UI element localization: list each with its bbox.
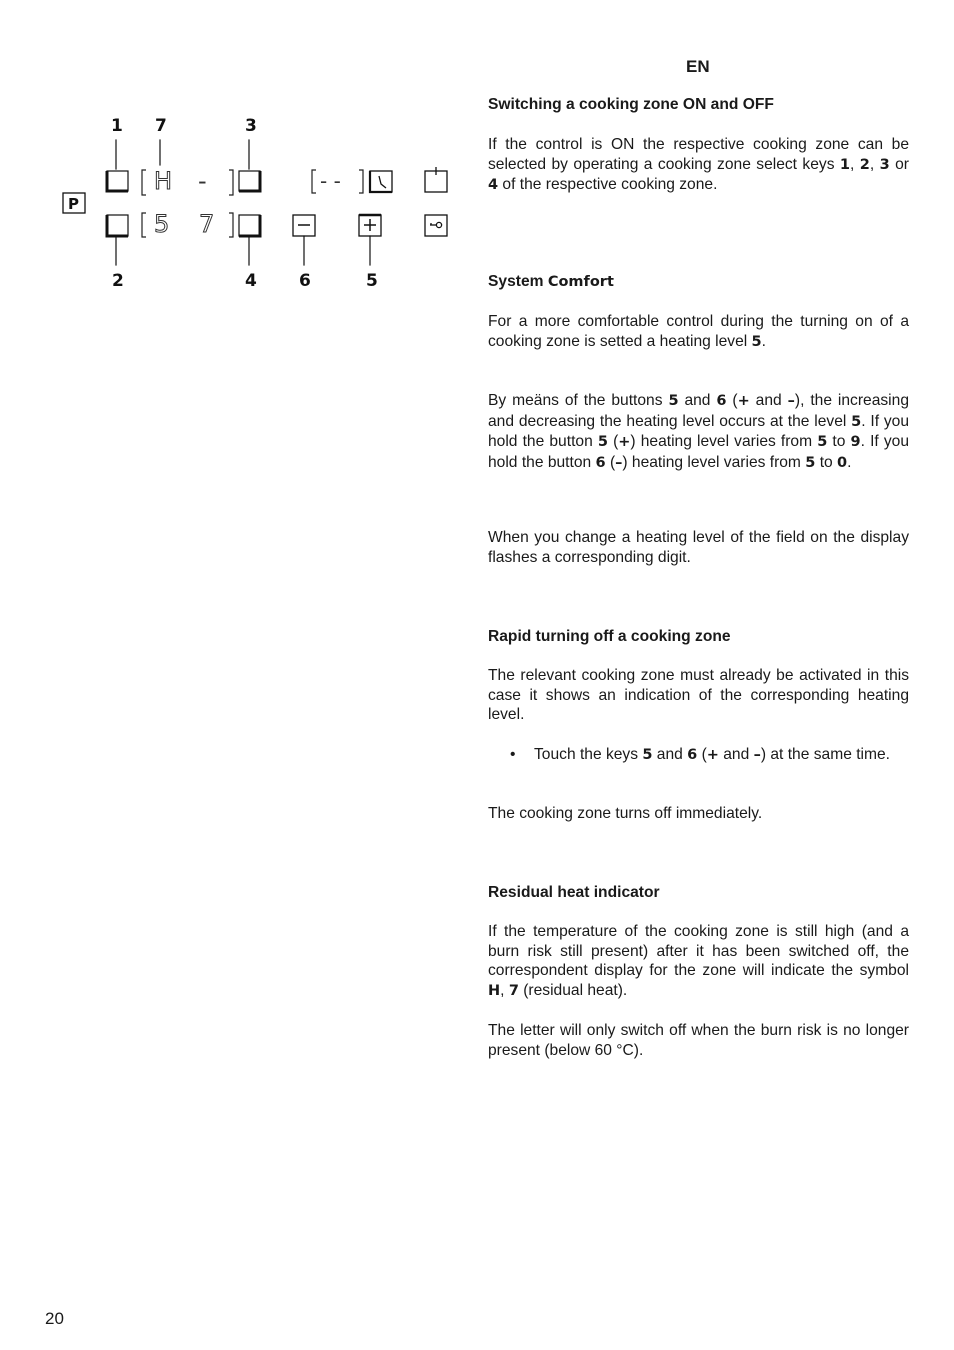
timer-display-text: - - xyxy=(320,169,341,193)
p-key-icon xyxy=(63,193,85,213)
language-code: EN xyxy=(686,57,710,76)
zone-key-3-icon xyxy=(239,171,260,191)
para-residual-2: The letter will only switch off when the burn risk is no longer present (below 60 °C). xyxy=(488,1022,909,1059)
label-2: 2 xyxy=(112,271,124,291)
para-comfort-1: For a more comfortable control during the turning on of a cooking zone is setted a heating level 5. xyxy=(488,313,909,350)
label-1: 1 xyxy=(111,116,123,136)
clock-icon xyxy=(370,171,392,192)
label-5: 5 xyxy=(366,271,378,291)
key-lock-icon xyxy=(425,215,447,236)
minus-key-icon xyxy=(293,215,315,236)
display-bottom-right: 7 xyxy=(199,210,215,238)
para-comfort-2: By meäns of the buttons 5 and 6 (+ and –), the increasing and decreasing the heating level occurs at the level 5. If you hold the button 5 (+) heating level varies from 5 to 9. If you hold the button 6 (–) heating level varies from 5 to 0. xyxy=(488,392,910,471)
plus-key-icon xyxy=(359,215,381,236)
heading-rapid: Rapid turning off a cooking zone xyxy=(488,628,731,645)
heading-residual: Residual heat indicator xyxy=(488,884,660,901)
heading-comfort: System Comfort xyxy=(488,273,614,290)
zone-key-4-icon xyxy=(239,215,260,236)
bullet-item: • Touch the keys 5 and 6 (+ and –) at the same time. xyxy=(510,746,890,763)
control-panel-diagram xyxy=(50,105,460,300)
power-key-icon xyxy=(425,167,447,192)
para-rapid-2: The cooking zone turns off immediately. xyxy=(488,805,763,822)
page-number: 20 xyxy=(45,1309,64,1328)
label-3: 3 xyxy=(245,116,257,136)
para-switching: If the control is ON the respective cooking zone can be selected by operating a cooking zone select keys 1, 2, 3 or 4 of the respective cooking zone. xyxy=(488,136,909,194)
heading-switching: Switching a cooking zone ON and OFF xyxy=(488,96,774,113)
zone-key-1-icon xyxy=(107,171,128,191)
label-4: 4 xyxy=(245,271,257,291)
display-top-right: - xyxy=(198,167,207,195)
label-7: 7 xyxy=(155,116,167,136)
zone-key-2-icon xyxy=(107,215,128,236)
para-comfort-3: When you change a heating level of the field on the display flashes a corresponding digit. xyxy=(488,529,909,566)
display-bottom-left: 5 xyxy=(154,210,170,238)
display-top-left: H xyxy=(154,167,173,195)
section-switching xyxy=(488,95,909,115)
label-6: 6 xyxy=(299,271,311,291)
svg-text:P: P xyxy=(68,195,79,213)
para-residual-1: If the temperature of the cooking zone is still high (and a burn risk still present) after it has been switched off, the correspondent display for the zone will indicate the symbol H, 7 (residual heat). xyxy=(488,923,909,999)
bullet-mark: • xyxy=(510,746,516,763)
para-rapid-1: The relevant cooking zone must already be activated in this case it shows an indication of the corresponding heating level. xyxy=(488,667,909,724)
